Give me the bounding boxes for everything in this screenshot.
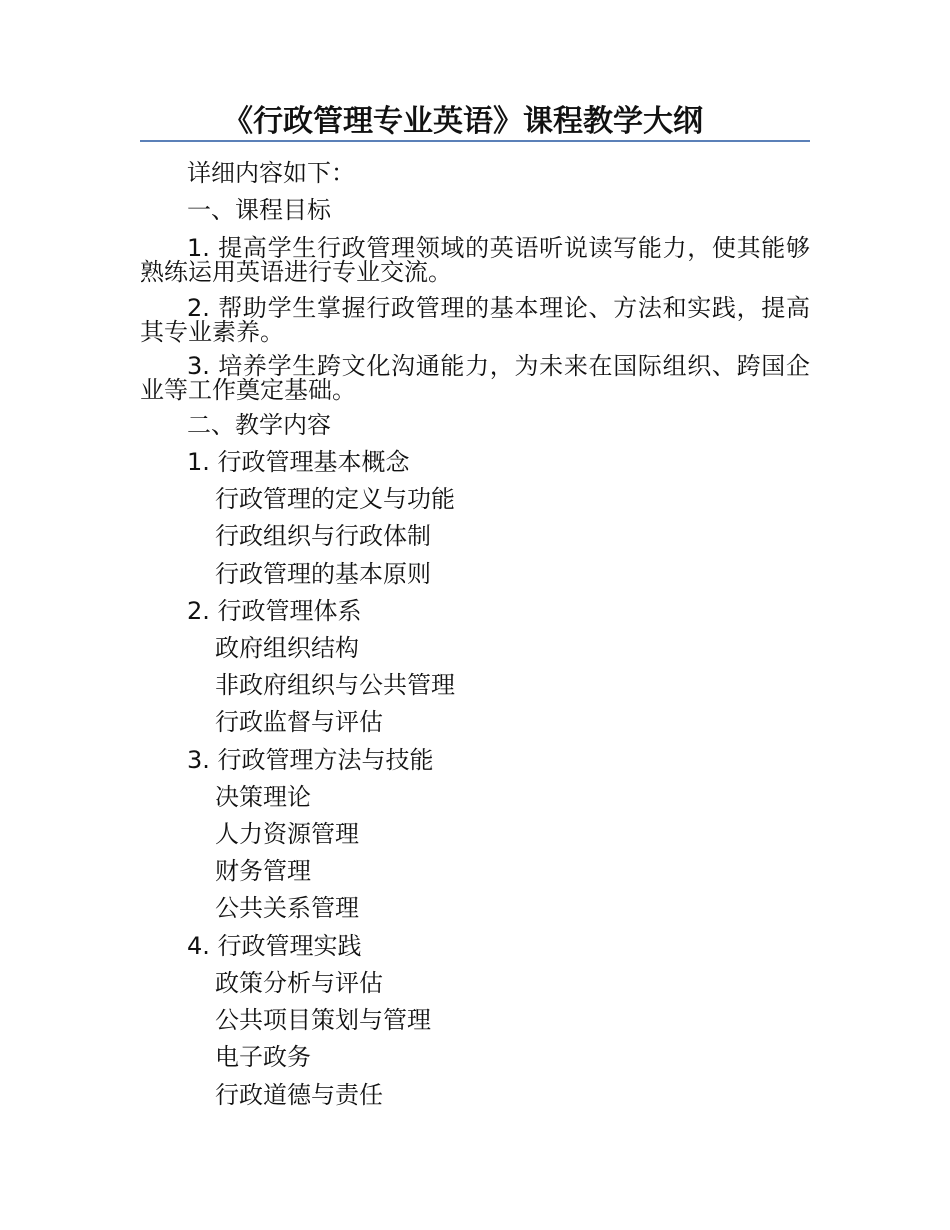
goal-paragraph-2: 2. 帮助学生掌握行政管理的基本理论、方法和实践，提高其专业素养。 — [140, 294, 810, 346]
unit-item: 行政道德与责任 — [215, 1081, 383, 1109]
title-underline — [140, 100, 810, 142]
unit-item: 人力资源管理 — [215, 820, 359, 848]
document-title: 《行政管理专业英语》课程教学大纲 — [223, 104, 703, 139]
unit-item: 电子政务 — [215, 1043, 311, 1071]
unit-item: 公共项目策划与管理 — [215, 1006, 431, 1034]
intro-text: 详细内容如下： — [187, 159, 355, 187]
unit-item: 决策理论 — [215, 783, 311, 811]
unit-item: 行政管理的定义与功能 — [215, 485, 455, 513]
unit-title-4: 4. 行政管理实践 — [187, 932, 362, 960]
unit-title-2: 2. 行政管理体系 — [187, 597, 362, 625]
unit-item: 公共关系管理 — [215, 894, 359, 922]
goal-paragraph-1: 1. 提高学生行政管理领域的英语听说读写能力，使其能够熟练运用英语进行专业交流。 — [140, 234, 810, 286]
unit-item: 行政管理的基本原则 — [215, 560, 431, 588]
unit-item: 行政组织与行政体制 — [215, 522, 431, 550]
unit-title-1: 1. 行政管理基本概念 — [187, 448, 410, 476]
unit-item: 财务管理 — [215, 857, 311, 885]
unit-item: 政策分析与评估 — [215, 969, 383, 997]
goal-paragraph-3: 3. 培养学生跨文化沟通能力，为未来在国际组织、跨国企业等工作奠定基础。 — [140, 352, 810, 404]
unit-item: 行政监督与评估 — [215, 708, 383, 736]
unit-item: 非政府组织与公共管理 — [215, 671, 455, 699]
section-heading-goals: 一、课程目标 — [187, 196, 331, 224]
section-heading-content: 二、教学内容 — [187, 411, 331, 439]
unit-title-3: 3. 行政管理方法与技能 — [187, 746, 434, 774]
unit-item: 政府组织结构 — [215, 634, 359, 662]
